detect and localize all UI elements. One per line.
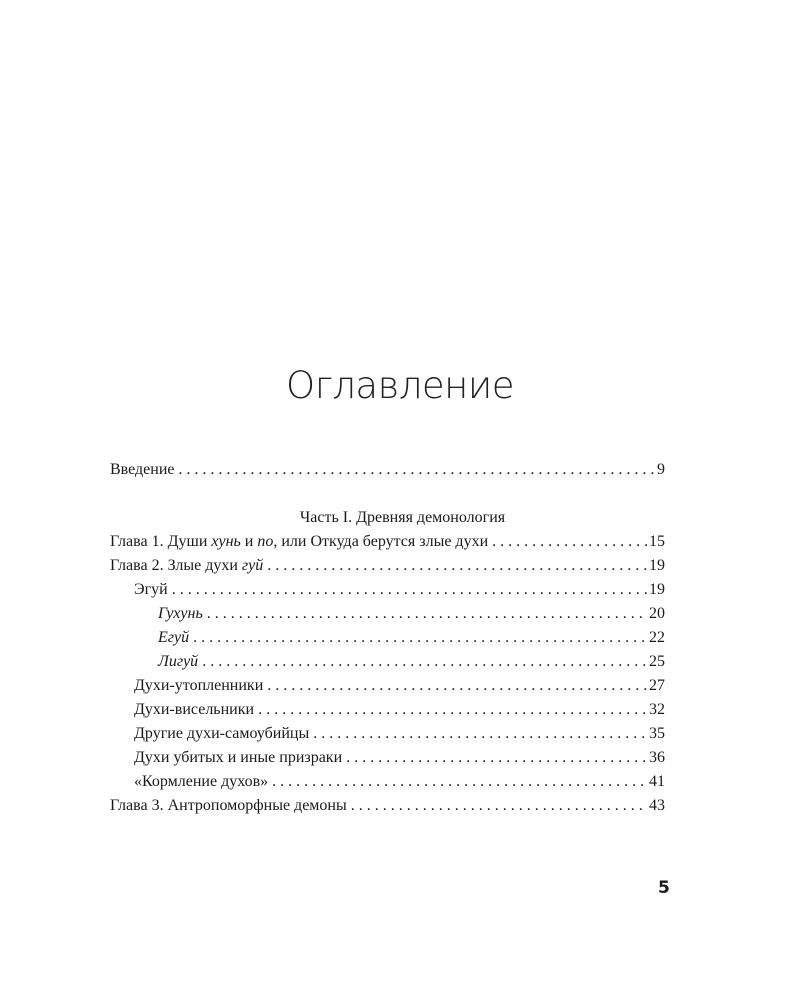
toc-entry-chapter-3[interactable] <box>110 794 665 818</box>
toc-entry-label: Введение <box>110 461 175 478</box>
toc-entry-page: 22 <box>649 629 665 646</box>
toc-entry-drowned-spirits[interactable] <box>110 674 665 698</box>
dot-leader <box>492 530 647 554</box>
toc-entry-page: 9 <box>657 461 665 478</box>
dot-leader <box>207 602 647 626</box>
toc-entry-page: 43 <box>649 797 665 814</box>
term-italic: по <box>257 533 274 550</box>
toc-entry-label: Эгуй <box>134 581 168 598</box>
toc-entry-label: Лигуй <box>158 653 199 670</box>
dot-leader <box>313 722 647 746</box>
toc-entry-page: 15 <box>649 533 665 550</box>
toc-entry-other-suicide-spirits[interactable] <box>110 722 665 746</box>
term-italic: хунь <box>211 533 241 550</box>
toc-entry-page: 19 <box>649 581 665 598</box>
part-heading: Часть I. Древняя демонология <box>299 509 506 526</box>
toc-entry-label: «Кормление духов» <box>134 773 269 790</box>
toc-entry-hanged-spirits[interactable] <box>110 698 665 722</box>
dot-leader <box>172 578 647 602</box>
toc-entry-label: Егуй <box>158 629 190 646</box>
dot-leader <box>258 698 647 722</box>
toc-entry-ligui[interactable] <box>110 650 665 674</box>
dot-leader <box>267 674 647 698</box>
toc-entry-page: 19 <box>649 557 665 574</box>
toc-entry-page: 36 <box>649 749 665 766</box>
toc-entry-label: Глава 3. Антропоморфные демоны <box>110 797 347 814</box>
dot-leader <box>351 794 647 818</box>
dot-leader <box>272 770 647 794</box>
toc-entry-label: Духи-висельники <box>134 701 255 718</box>
toc-entry-label: Духи-утопленники <box>134 677 264 694</box>
toc-entry-introduction[interactable] <box>110 458 665 482</box>
toc-entry-label: Гухунь <box>158 605 203 622</box>
toc-entry-page: 41 <box>649 773 665 790</box>
toc-entry-page: 27 <box>649 677 665 694</box>
toc-entry-page: 32 <box>649 701 665 718</box>
toc-entry-guhun[interactable] <box>110 602 665 626</box>
toc-entry-yegui[interactable] <box>110 626 665 650</box>
dot-leader <box>179 458 656 482</box>
toc-entry-page: 35 <box>649 725 665 742</box>
toc-entry-page: 25 <box>649 653 665 670</box>
dot-leader <box>267 554 647 578</box>
toc-entry-label: Глава 2. Злые духи гуй <box>110 557 264 574</box>
toc-entry-label: Другие духи-самоубийцы <box>134 725 310 742</box>
toc-entry-chapter-1[interactable] <box>110 530 665 554</box>
dot-leader <box>193 626 647 650</box>
table-of-contents <box>110 458 665 818</box>
toc-entry-feeding-spirits[interactable] <box>110 770 665 794</box>
page-number: 5 <box>658 878 670 898</box>
toc-entry-chapter-2[interactable] <box>110 554 665 578</box>
toc-entry-murdered-spirits[interactable] <box>110 746 665 770</box>
toc-entry-page: 20 <box>649 605 665 622</box>
dot-leader <box>202 650 647 674</box>
term-italic: гуй <box>241 557 264 574</box>
toc-entry-label: Духи убитых и иные призраки <box>134 749 343 766</box>
dot-leader <box>346 746 647 770</box>
page-title: Оглавление <box>285 364 515 407</box>
toc-entry-egui[interactable] <box>110 578 665 602</box>
toc-entry-label: Глава 1. Души хунь и по, или Откуда берутся злые духи <box>110 533 489 550</box>
